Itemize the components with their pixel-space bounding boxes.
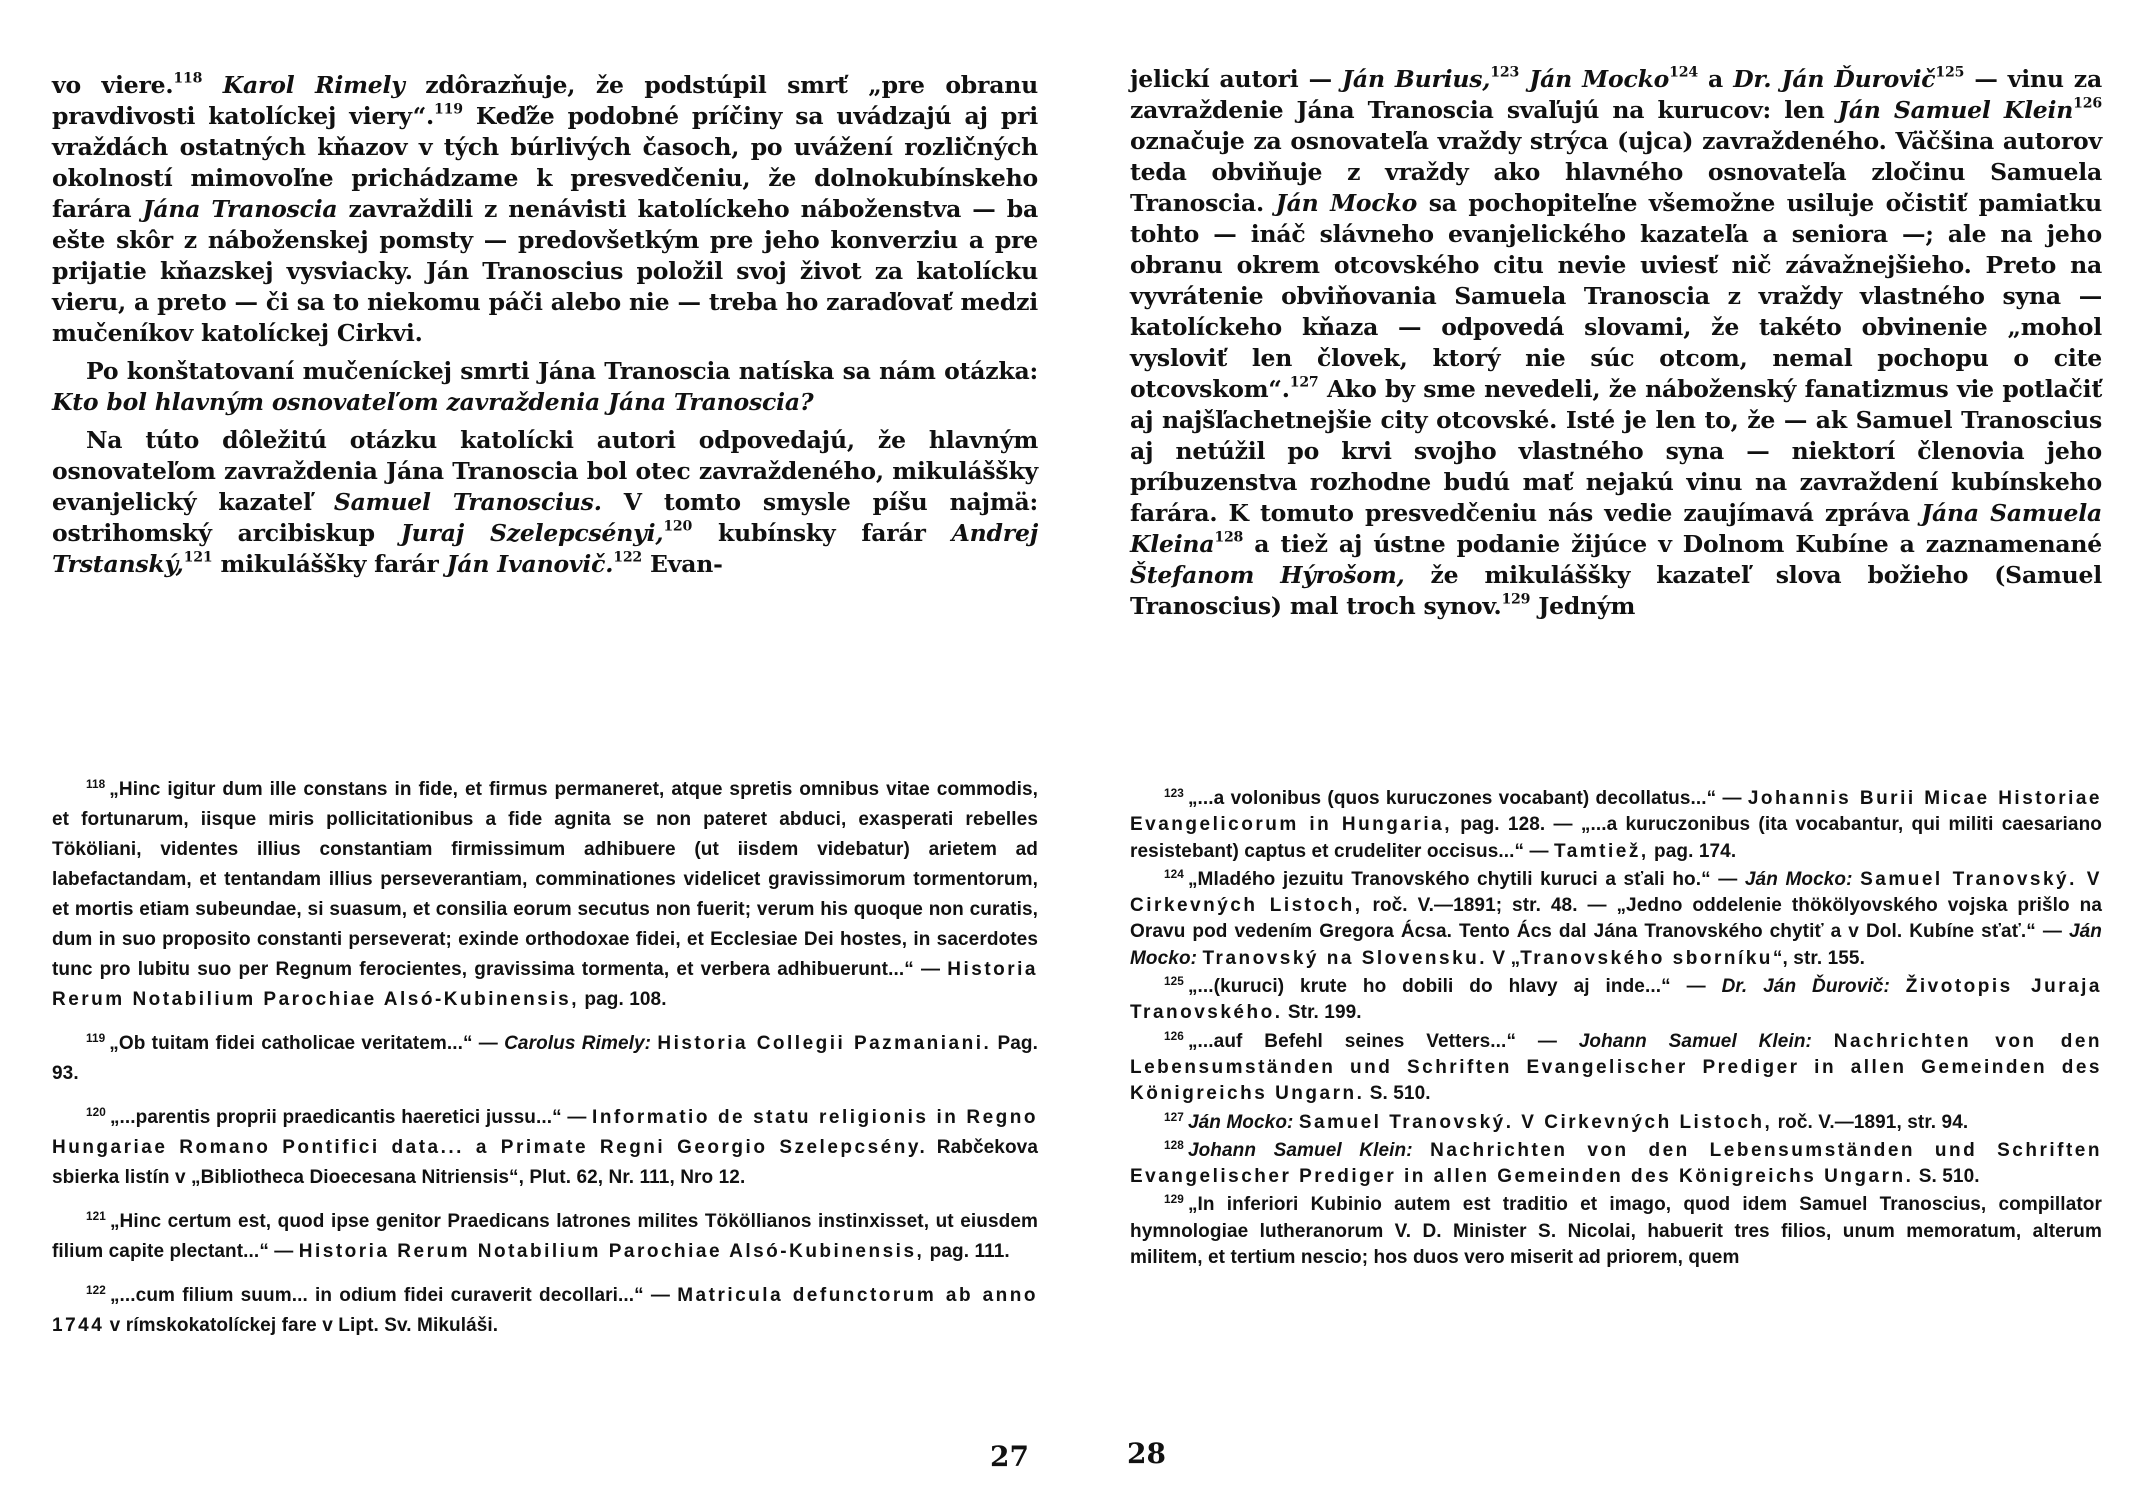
footnote-reference: 122 — [613, 549, 643, 566]
italic-name: Ján Mocko: — [1130, 921, 2102, 969]
footnote-number: 119 — [86, 1031, 106, 1045]
page-number-right: 28 — [1127, 1437, 1166, 1470]
footnote-reference: 129 — [1501, 591, 1531, 608]
footnote: $^{126}$ „...auf Befehl seines Vetters...“ — Johann Samuel Klein: Nachrichten von den Lebensumständen und Schriften Evangelischer Prediger in allen Gemeinden des Königreichs Ungarn. S. 510. — [1130, 1029, 2102, 1105]
left-footnotes — [52, 775, 1038, 1355]
italic-name: Štefanom Hýrošom, — [1130, 561, 1405, 589]
footnote: $^{120}$ „...parentis proprii praedicantis haeretici jussu...“ — Informatio de statu religionis in Regno Hungariae Romano Pontifici data... a Primate Regni Georgio Szelepcsény. Rabčekova sbierka listín v „Bibliotheca Dioecesana Nitriensis“, Plut. 62, Nr. 111, Nro 12. — [52, 1105, 1038, 1188]
left-main-text — [52, 70, 1038, 580]
page-number-left: 27 — [990, 1440, 1029, 1473]
footnote: $^{124}$ „Mladého jezuitu Tranovského chytili kuruci a sťali ho.“ — Ján Mocko: Samuel Tranovský. V Cirkevných Listoch, roč. V.—1891; str. 48. — „Jedno oddelenie thökölyovského vojska prišlo na Oravu pod vedením Gregora Ácsa. Tento Ács dal Jána Tranovského chytiť a v Dol. Kubíne sťať.“ — Ján Mocko: Tranovský na Slovensku. V „Tranovského sborníku“, str. 155. — [1130, 867, 2102, 969]
spaced-title: Historia Collegii Pazmaniani. — [657, 1033, 992, 1054]
footnote: $^{123}$ „...a volonibus (quos kuruczones vocabant) decollatus...“ — Johannis Burii Micae Historiae Evangelicorum in Hungaria, pag. 128. — „...a kuruczonibus (ita vocabantur, qui militi caesariano resistebant) captus et crudeliter occisus...“ — Tamtiež, pag. 174. — [1130, 786, 2102, 862]
footnote: $^{122}$ „...cum filium suum... in odium fidei curaverit decollari...“ — Matricula defunctorum ab anno 1744 v rímskokatolíckej fare v Lipt. Sv. Mikuláši. — [52, 1283, 1038, 1336]
italic-name: Ján Mocko — [1529, 65, 1670, 93]
footnote-reference: 119 — [434, 101, 463, 118]
spaced-title: Nachrichten von den Lebensumständen und Schriften Evangelischer Prediger in allen Gemeinden des Königreichs Ungarn. — [1130, 1030, 2102, 1105]
footnote: $^{118}$ „Hinc igitur dum ille constans in fide, et firmus permaneret, atque spretis omnibus vitae commodis, et fortunarum, iisque miris pollicitationibus a fide agnita se non pateret abduci, exasperati rebelles Tököliani, videntes illius constantiam firmissimum adhibuere (ut iisdem videbatur) arietem ad labefactandam, et tentandam illius perseverantiam, comminationes videlicet gravissimorum tormentorum, et mortis etiam subeundae, si suasum, et consilia eorum secutus non fuerit; verum his quoque non curatis, dum in suo proposito constanti perseverat; exinde orthodoxae fidei, et Ecclesiae Dei hostes, in sacerdotes tunc pro lubitu suo per Regnum ferocientes, gravissima tormenta, et verbera adhibuerunt...“ — Historia Rerum Notabilium Parochiae Alsó-Kubinensis, pag. 108. — [52, 777, 1038, 1010]
italic-name: Jána Samuela Kleina — [1130, 499, 2102, 558]
right-footnotes — [1130, 786, 2102, 1273]
footnote: $^{125}$ „...(kuruci) krute ho dobili do hlavy aj inde...“ — Dr. Ján Ďurovič: Životopis Juraja Tranovského. Str. 199. — [1130, 975, 2103, 1024]
footnote-number: 123 — [1164, 786, 1184, 800]
footnote-reference: 127 — [1289, 374, 1319, 391]
italic-name: Kto bol hlavným osnovateľom zavraždenia Jána Tranoscia? — [52, 388, 814, 416]
footnote: $^{121}$ „Hinc certum est, quod ipse genitor Praedicans latrones milites Tököllianos instinxisset, ut eiusdem filium capite plectant...“ — Historia Rerum Notabilium Parochiae Alsó-Kubinensis, pag. 111. — [52, 1209, 1038, 1262]
italic-name: Ján Burius, — [1342, 65, 1491, 93]
footnote-number: 122 — [86, 1283, 106, 1297]
right-main-text — [1130, 64, 2102, 622]
footnote-number: 120 — [86, 1105, 106, 1119]
footnote-reference: 121 — [183, 549, 213, 566]
footnote-number: 121 — [86, 1209, 106, 1223]
footnote: $^{127}$ Ján Mocko: Samuel Tranovský. V Cirkevných Listoch, roč. V.—1891, str. 94. — [1164, 1110, 1969, 1133]
spaced-title: Tamtiež, — [1554, 840, 1649, 862]
italic-name: Johann Samuel Klein: — [1578, 1030, 1812, 1052]
spaced-title: Tranovského sborníku — [1520, 947, 1773, 969]
spaced-title: Historia Rerum Notabilium Parochiae Alsó-Kubinensis, — [298, 1241, 925, 1262]
footnote-reference: 124 — [1669, 64, 1698, 81]
footnote-reference: 123 — [1490, 64, 1520, 81]
italic-name: Juraj Szelepcsényi, — [400, 519, 664, 547]
italic-name: Jána Tranoscia — [142, 195, 338, 223]
spaced-title: Matricula defunctorum ab anno 1744 — [52, 1285, 1038, 1336]
italic-name: Ján Ivanovič. — [446, 550, 614, 578]
italic-name: Samuel Tranoscius. — [333, 488, 602, 516]
italic-name: Ján Mocko — [1275, 189, 1418, 217]
footnote-number: 127 — [1164, 1110, 1184, 1124]
italic-name: Andrej Trstanský, — [52, 519, 1039, 578]
italic-name: Ján Samuel Klein — [1837, 96, 2074, 124]
footnote-number: 118 — [86, 777, 106, 791]
footnote-reference: 126 — [2073, 95, 2102, 112]
spaced-title: Johannis Burii Micae Historiae Evangelicorum in Hungaria, — [1130, 788, 2102, 836]
italic-name: Dr. Ján Ďurovič — [1733, 65, 1936, 93]
footnote-reference: 118 — [173, 70, 203, 87]
paragraph: jelickí autori — Ján Burius,$^{123}$ Ján Mocko$^{124}$ a Dr. Ján Ďurovič$^{125}$ — vinu za zavraždenie Jána Tranoscia svaľujú na kurucov: len Ján Samuel Klein$^{126}$ označuje za osnovateľa vraždy strýca (ujca) zavraždeného. Väčšina autorov teda obviňuje z vraždy ako hlavného osnovateľa zločinu Samuela Tranoscia. Ján Mocko sa pochopiteľne všemožne usiluje očistiť pamiatku tohto — ináč slávneho evanjelického kazateľa a seniora —; ale na jeho obranu okrem otcovského citu nevie uviesť nič závažnejšieho. Preto na vyvrátenie obviňovania Samuela Tranoscia z vraždy vlastného syna — katolíckeho kňaza — odpovedá slovami, že takéto obvinenie „mohol vysloviť len človek, ktorý nie súc otcom, nemal pochopu o cite otcovskom“.$^{127}$ Ako by sme nevedeli, že náboženský fanatizmus vie potlačiť aj najšľachetnejšie city otcovské. Isté je len to, že — ak Samuel Tranoscius aj netúžil po krvi svojho vlastného syna — niektorí členovia jeho príbuzenstva rozhodne budú mať nejakú vinu na zavraždení kubínskeho farára. K tomuto presvedčeniu nás vedie zaujímavá zpráva Jána Samuela Kleina$^{128}$ a tiež aj ústne podanie žijúce v Dolnom Kubíne a zaznamenané Štefanom Hýrošom, že mikuláššky kazateľ slova božieho (Samuel Tranoscius) mal troch synov.$^{129}$ Jedným — [1130, 64, 2102, 620]
right-page — [1076, 0, 2152, 1500]
footnote-number: 126 — [1164, 1029, 1184, 1043]
footnote-reference: 125 — [1935, 64, 1965, 81]
footnote-number: 129 — [1164, 1193, 1184, 1207]
spaced-title: Historia Rerum Notabilium Parochiae Alsó-Kubinensis, — [52, 959, 1038, 1010]
spaced-title: Nachrichten von den Lebensumständen und Schriften Evangelischer Prediger in allen Gemeinden des Königreichs Ungarn. — [1130, 1139, 2102, 1188]
paragraph: Na túto dôležitú otázku katolícki autori odpovedajú, že hlavným osnovateľom zavraždenia Jána Tranoscia bol otec zavraždeného, mikuláššky evanjelický kazateľ Samuel Tranoscius. V tomto smysle píšu najmä: ostrihomský arcibiskup Juraj Szelepcsényi,$^{120}$ kubínsky farár Andrej Trstanský,$^{121}$ mikuláššky farár Ján Ivanovič.$^{122}$ Evan- — [52, 426, 1039, 578]
italic-name: Carolus Rimely: — [504, 1033, 652, 1054]
footnote-number: 124 — [1164, 867, 1184, 881]
footnote-number: 125 — [1164, 975, 1184, 989]
spaced-title: Životopis Juraja Tranovského. — [1130, 976, 2103, 1024]
paragraph: Po konštatovaní mučeníckej smrti Jána Tranoscia natíska sa nám otázka: Kto bol hlavným osnovateľom zavraždenia Jána Tranoscia? — [52, 357, 1038, 416]
paragraph: vo viere.$^{118}$ Karol Rimely zdôrazňuje, že podstúpil smrť „pre obranu pravdivosti katolíckej viery“.$^{119}$ Keďže podobné príčiny sa uvádzajú aj pri vraždách ostatných kňazov v tých búrlivých časoch, po uvážení rozličných okolností mimovoľne prichádzame k presvedčeniu, že dolnokubínskeho farára Jána Tranoscia zavraždili z nenávisti katolíckeho náboženstva — ba ešte skôr z náboženskej pomsty — predovšetkým pre jeho konverziu a pre prijatie kňazskej vysviacky. Ján Tranoscius položil svoj život za katolícku vieru, a preto — či sa to niekomu páči alebo nie — treba ho zaraďovať medzi mučeníkov katolíckej Cirkvi. — [52, 70, 1039, 347]
italic-name: Karol Rimely — [222, 71, 405, 99]
italic-name: Dr. Ján Ďurovič: — [1721, 976, 1890, 998]
footnote-reference: 120 — [663, 518, 693, 535]
spaced-title: Samuel Tranovský. V Cirkevných Listoch, — [1298, 1111, 1773, 1133]
spaced-title: Samuel Tranovský. V Cirkevných Listoch, — [1130, 868, 2102, 917]
italic-name: Ján Mocko: — [1744, 868, 1853, 890]
spaced-title: Tranovský na Slovensku. — [1202, 947, 1488, 969]
italic-name: Johann Samuel Klein: — [1187, 1139, 1413, 1161]
footnote: $^{129}$ „In inferiori Kubinio autem est traditio et imago, quod idem Samuel Tranoscius, compillator hymnologiae lutheranorum V. D. Minister S. Nicolai, habuerit tres filios, unum memoratum, alterum militem, et tertium nescio; hos duos vero miserit ad priorem, quem — [1130, 1193, 2102, 1269]
footnote: $^{128}$ Johann Samuel Klein: Nachrichten von den Lebensumständen und Schriften Evangelischer Prediger in allen Gemeinden des Königreichs Ungarn. S. 510. — [1130, 1138, 2102, 1188]
footnote-reference: 128 — [1214, 529, 1244, 546]
italic-name: Ján Mocko: — [1187, 1111, 1294, 1133]
spaced-title: Informatio de statu religionis in Regno Hungariae Romano Pontifici data... a Primate Regni Georgio Szelepcsény. — [52, 1107, 1038, 1158]
footnote: $^{119}$ „Ob tuitam fidei catholicae veritatem...“ — Carolus Rimely: Historia Collegii Pazmaniani. Pag. 93. — [52, 1031, 1039, 1084]
footnote-number: 128 — [1164, 1138, 1184, 1152]
